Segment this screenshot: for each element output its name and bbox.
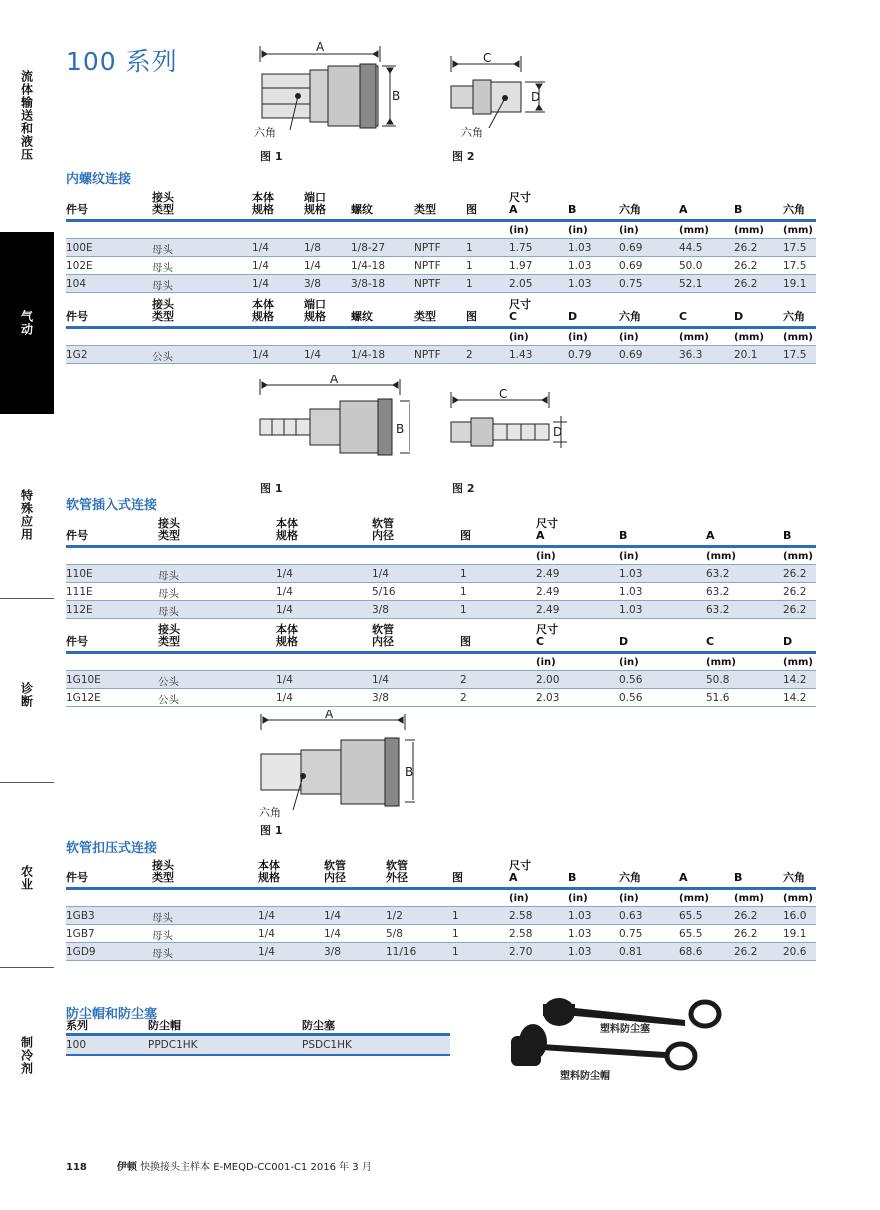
dim-a-label: A: [325, 710, 334, 721]
hose-barb-female-table: [66, 511, 816, 619]
male-plug-barb-diagram: [445, 388, 570, 468]
dim-c-label: C: [499, 388, 508, 401]
table-row: 1G12E 公头 1/4 3/8 2 2.03 0.56 51.6 14.2: [66, 689, 816, 707]
thread-male-table: [66, 292, 816, 364]
table-row: 100E 母头 1/4 1/8 1/8-27 NPTF 1 1.75 1.03 0.69 44.5 26.2 17.5: [66, 239, 816, 257]
figure-2-label: 图 2: [452, 482, 475, 495]
figure-2-label: 图 2: [452, 150, 475, 163]
side-tab-pneumatic[interactable]: 气动: [0, 232, 54, 414]
plastic-plug-label: 塑料防尘塞: [600, 1024, 650, 1035]
units-row: (in) (in) (in) (mm) (mm) (mm): [66, 329, 816, 346]
crimp-female-table: [66, 853, 816, 961]
table-row: 111E 母头 1/4 5/16 1 2.49 1.03 63.2 26.2: [66, 583, 816, 601]
dim-b-label: B: [392, 89, 401, 103]
thread-female-table: [66, 185, 816, 293]
dust-cap-table: [66, 1019, 450, 1056]
male-plug-threaded-diagram: [445, 52, 555, 142]
hose-barb-male-table: [66, 617, 816, 707]
footer-text: 快换接头主样本 E-MEQD-CC001-C1 2016 年 3 月: [140, 1162, 372, 1173]
side-tab-refrigerant[interactable]: 制冷剂: [19, 1035, 34, 1075]
dim-b-label: B: [396, 422, 405, 436]
table-row: 1GB7 母头 1/4 1/4 5/8 1 2.58 1.03 0.75 65.5 26.2 19.1: [66, 925, 816, 943]
table-header: 件号 接头 类型 本体 规格 软管 内径 软管 外径 图 尺寸 A B 六角 A B 六角: [66, 859, 805, 884]
units-row: (in) (in) (in) (mm) (mm) (mm): [66, 222, 816, 239]
dim-b-label: B: [405, 765, 414, 779]
table-row: 1G2 公头 1/4 1/4 1/4-18 NPTF 2 1.43 0.79 0.69 36.3 20.1 17.5: [66, 346, 816, 364]
side-tab-diagnostics[interactable]: 诊断: [19, 682, 34, 708]
female-coupler-threaded-diagram: [250, 40, 410, 145]
dim-a-label: A: [316, 40, 325, 54]
units-row: (in) (in) (in) (mm) (mm) (mm): [66, 890, 816, 907]
table-bottom-rule: [66, 1054, 450, 1056]
table-row: 102E 母头 1/4 1/4 1/4-18 NPTF 1 1.97 1.03 0.69 50.0 26.2 17.5: [66, 257, 816, 275]
figure-1-label: 图 1: [260, 150, 283, 163]
section-title-thread: 内螺纹连接: [66, 172, 132, 187]
table-header: 系列 防尘帽 防尘塞: [66, 1019, 335, 1032]
side-tab-fluid[interactable]: 流体输送和液压: [19, 69, 34, 161]
page-footer: [66, 1158, 372, 1173]
dim-c-label: C: [483, 52, 492, 65]
plastic-cap-label: 塑料防尘帽: [560, 1071, 610, 1082]
brand-name: 伊顿: [116, 1162, 137, 1173]
section-title-hose-barb: 软管插入式连接: [66, 498, 158, 513]
section-title-crimp: 软管扣压式连接: [66, 841, 158, 856]
side-divider: [0, 782, 54, 783]
side-divider: [0, 598, 54, 599]
section-title-caps: 防尘帽和防尘塞: [66, 1007, 158, 1022]
female-coupler-crimp-diagram: [255, 710, 415, 820]
dim-a-label: A: [330, 375, 339, 386]
table-row: 1G10E 公头 1/4 1/4 2 2.00 0.56 50.8 14.2: [66, 671, 816, 689]
table-header: 件号 接头 类型 本体 规格 端口 规格 螺纹 类型 图 尺寸 C D 六角 C D 六角: [66, 298, 805, 323]
table-row: 1GD9 母头 1/4 3/8 11/16 1 2.70 1.03 0.81 68.6 26.2 20.6: [66, 943, 816, 961]
hex-label: 六角: [259, 806, 281, 819]
hex-label: 六角: [461, 126, 483, 139]
units-row: (in) (in) (mm) (mm): [66, 654, 816, 671]
hex-label: 六角: [254, 126, 276, 139]
page-number: 118: [66, 1162, 87, 1173]
table-header: 件号 接头 类型 本体 规格 软管 内径 图 尺寸 A B A B: [66, 517, 792, 542]
table-row: 100 PPDC1HK PSDC1HK: [66, 1036, 450, 1054]
table-row: 104 母头 1/4 3/8 3/8-18 NPTF 1 2.05 1.03 0.75 52.1 26.2 19.1: [66, 275, 816, 293]
table-row: 1GB3 母头 1/4 1/4 1/2 1 2.58 1.03 0.63 65.5 26.2 16.0: [66, 907, 816, 925]
side-navigation: [0, 0, 54, 1210]
side-tab-special[interactable]: 特殊应用: [19, 489, 34, 541]
dust-cap-plug-photo: [505, 990, 735, 1080]
dim-d-label: D: [531, 90, 541, 104]
table-row: 110E 母头 1/4 1/4 1 2.49 1.03 63.2 26.2: [66, 565, 816, 583]
side-divider: [0, 967, 54, 968]
figure-1-label: 图 1: [260, 824, 283, 837]
figure-1-label: 图 1: [260, 482, 283, 495]
units-row: (in) (in) (mm) (mm): [66, 548, 816, 565]
page-title: 100 系列: [66, 47, 178, 76]
table-header: 件号 接头 类型 本体 规格 软管 内径 图 尺寸 C D C D: [66, 623, 793, 648]
dim-d-label: D: [553, 425, 563, 439]
table-row: 112E 母头 1/4 3/8 1 2.49 1.03 63.2 26.2: [66, 601, 816, 619]
table-header: 件号 接头 类型 本体 规格 端口 规格 螺纹 类型 图 尺寸 A B 六角 A B 六角: [66, 191, 805, 216]
side-tab-agriculture[interactable]: 农业: [19, 864, 34, 891]
female-coupler-barb-diagram: [250, 375, 410, 475]
